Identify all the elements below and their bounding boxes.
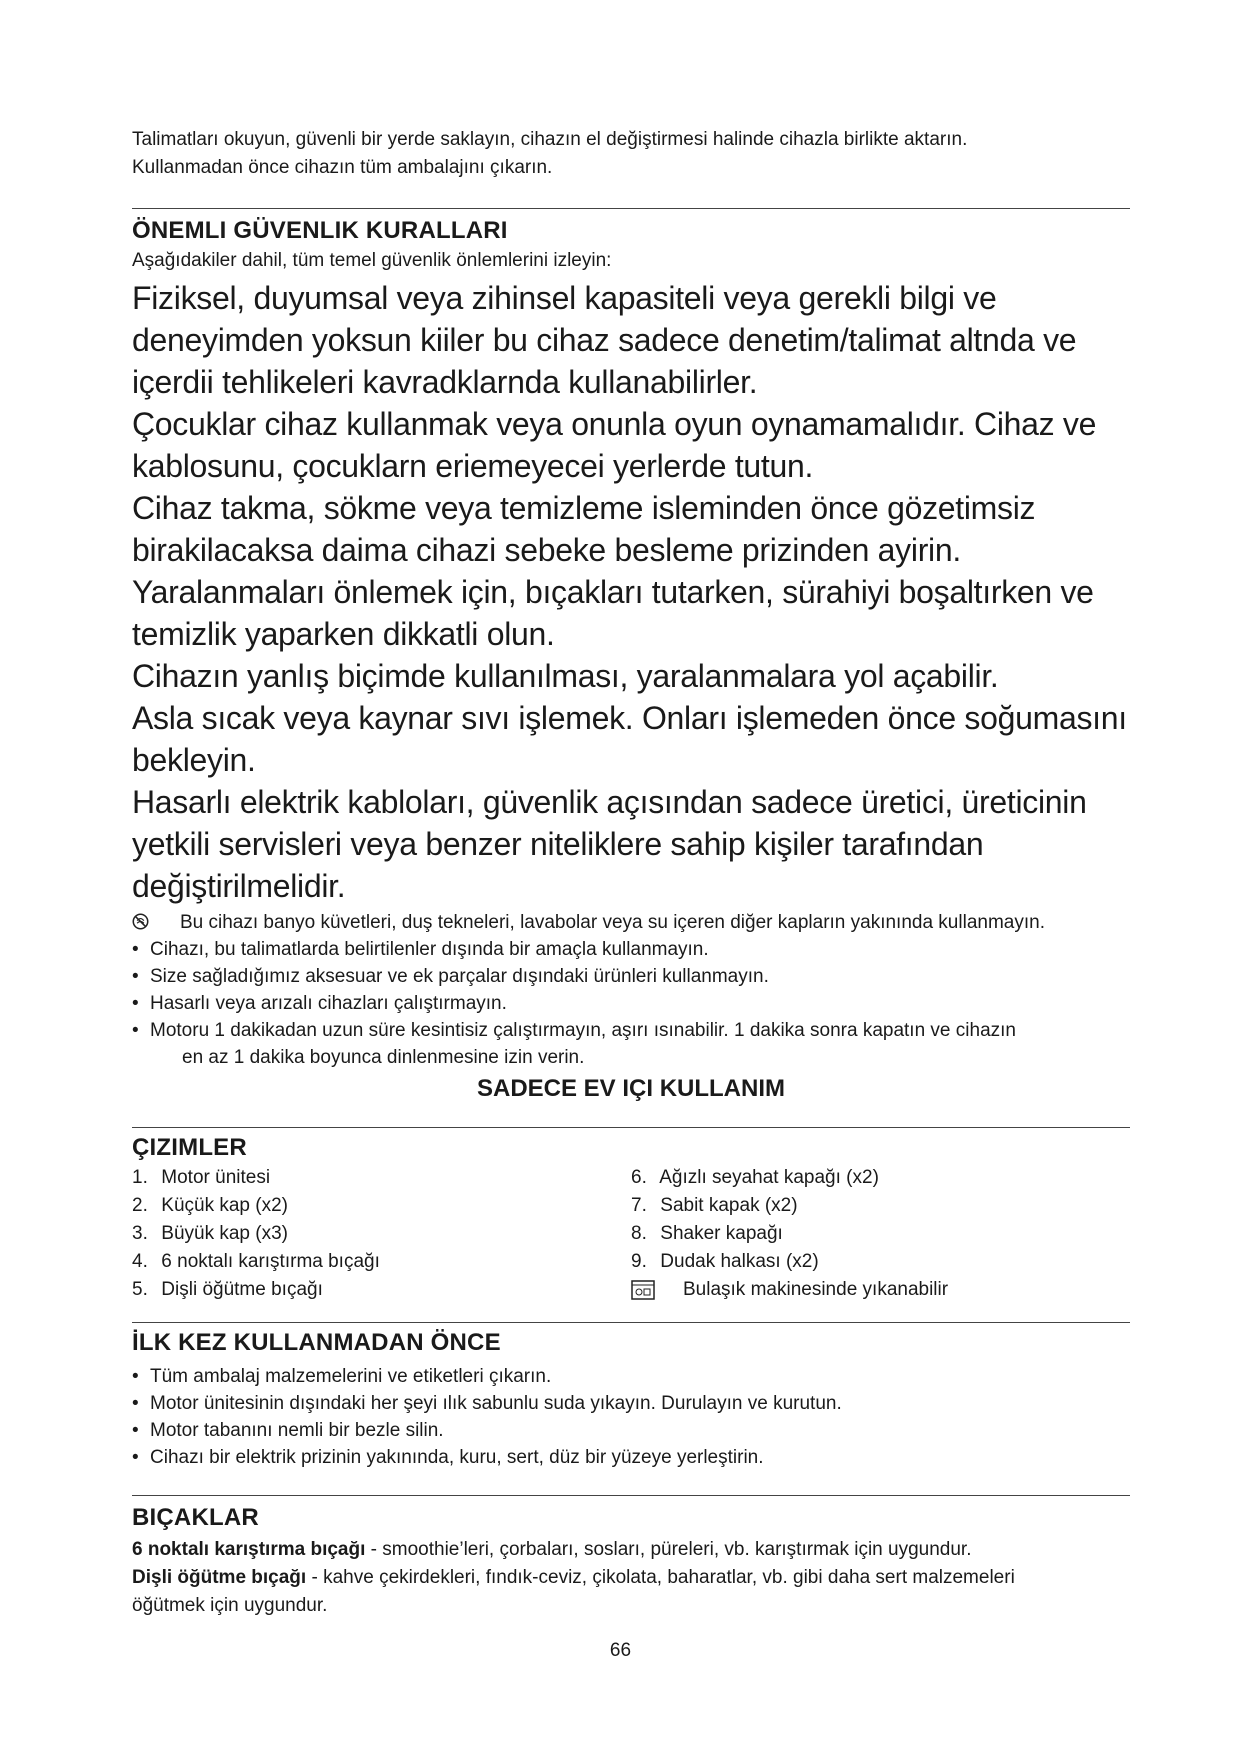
blades-text [132,1536,1130,1620]
bullet-dot: • [132,939,139,960]
large-paragraph: Asla sıcak veya kaynar sıvı işlemek. Onları işlemeden önce soğumasını bekleyin. [132,700,1127,778]
dishwasher-label: Bulaşık makinesinde yıkanabilir [683,1279,949,1300]
large-paragraph: Hasarlı elektrik kabloları, güvenlik açısından sadece üretici, üreticinin yetkili servisleri veya benzer niteliklere sahip kişiler tarafından değiştirilmelidir. [132,784,1087,904]
intro [132,126,1130,182]
list-item: 2. Küçük kap (x2) [132,1195,289,1216]
divider [132,208,1130,209]
list-item: 3. Büyük kap (x3) [132,1223,289,1244]
list-item: 7. Sabit kapak (x2) [631,1195,798,1216]
list-item: 9. Dudak halkası (x2) [631,1251,819,1272]
bullet-dot: • [132,1447,139,1468]
blade-item-2: Dişli öğütme bıçağı - kahve çekirdekleri, fındık-ceviz, çikolata, baharatlar, vb. gibi daha sert malzemeleri [132,1567,1015,1588]
bullet-dot: • [132,1393,139,1414]
large-paragraph: Cihaz takma, sökme veya temizleme isleminden önce gözetimsiz birakilacaksa daima cihazi sebeke besleme prizinden ayirin. [132,490,1036,568]
home-use-title: SADECE EV IÇI KULLANIM [476,1075,785,1102]
dishwasher-icon [631,1280,655,1300]
intro-line-2: Kullanmadan önce cihazın tüm ambalajını çıkarın. [132,157,553,178]
bullet-dot: • [132,1420,139,1441]
intro-line-1: Talimatları okuyun, güvenli bir yerde saklayın, cihazın el değiştirmesi halinde cihazla birlikte aktarın. [132,129,968,150]
list-item: 1. Motor ünitesi [132,1167,271,1188]
large-paragraph: Fiziksel, duyumsal veya zihinsel kapasiteli veya gerekli bilgi ve deneyimden yoksun kiiler bu cihaz sadece denetim/talimat altnda ve içerdii tehlikeleri kavradklarnda kullanabilirler. [132,280,1077,400]
large-paragraph: Yaralanmaları önlemek için, bıçakları tutarken, sürahiyi boşaltırken ve temizlik yaparken dikkatli olun. [132,574,1094,652]
first-use-title: İLK KEZ KULLANMADAN ÖNCE [132,1329,501,1356]
blades-title: BIÇAKLAR [132,1504,259,1531]
large-paragraph: Cihazın yanlış biçimde kullanılması, yaralanmalara yol açabilir. [132,658,999,694]
list-item: • Motoru 1 dakikadan uzun süre kesintisiz çalıştırmayın, aşırı ısınabilir. 1 dakika sonra kapatın ve cihazın en az 1 dakika boyunca dinlenmesine izin verin. [132,1017,1130,1071]
list-item [631,1276,1130,1304]
divider [132,1322,1130,1323]
page-number: 66 [609,1640,632,1661]
safety-title: ÖNEMLI GÜVENLIK KURALLARI [132,217,508,244]
list-item: • Cihazı, bu talimatlarda belirtilenler dışında bir amaçla kullanmayın. [132,936,1130,963]
list-item: 8. Shaker kapağı [631,1223,783,1244]
drawings-left-column [132,1164,631,1304]
no-water-icon [132,913,149,930]
list-item: 6. Ağızlı seyahat kapağı (x2) [631,1167,879,1188]
blade-item-2-cont: öğütmek için uygundur. [132,1595,328,1616]
icon-bullet-text: Bu cihazı banyo küvetleri, duş tekneleri, lavabolar veya su içeren diğer kapların yakınında kullanmayın. [180,912,1045,933]
list-item: • Cihazı bir elektrik prizinin yakınında, kuru, sert, düz bir yüzeye yerleştirin. [132,1444,1130,1471]
safety-large-text [132,277,1130,907]
list-item: • Motor tabanını nemli bir bezle silin. [132,1417,1130,1444]
list-item: • Tüm ambalaj malzemelerini ve etiketleri çıkarın. [132,1363,1130,1390]
bullet-dot: • [132,1020,139,1041]
safety-bullets [132,909,1130,1071]
list-item: • Size sağladığımız aksesuar ve ek parçalar dışındaki ürünleri kullanmayın. [132,963,1130,990]
list-item: 5. Dişli öğütme bıçağı [132,1279,323,1300]
bullet-dot: • [132,966,139,987]
drawings-title: ÇIZIMLER [132,1134,247,1161]
list-item: • Hasarlı veya arızalı cihazları çalıştırmayın. [132,990,1130,1017]
safety-subtitle: Aşağıdakiler dahil, tüm temel güvenlik önlemlerini izleyin: [132,250,612,271]
list-item: 4. 6 noktalı karıştırma bıçağı [132,1251,380,1272]
large-paragraph: Çocuklar cihaz kullanmak veya onunla oyun oynamamalıdır. Cihaz ve kablosunu, çocuklarn eriemeyecei yerlerde tutun. [132,406,1097,484]
divider [132,1127,1130,1128]
blade-item-1: 6 noktalı karıştırma bıçağı - smoothie’leri, çorbaları, sosları, püreleri, vb. karıştırmak için uygundur. [132,1539,972,1560]
drawings-list [132,1164,1130,1304]
bullet-dot: • [132,1366,139,1387]
first-use-bullets [132,1363,1130,1471]
document-page [132,126,1130,1620]
divider [132,1495,1130,1496]
list-item [132,909,1130,936]
drawings-right-column [631,1164,1130,1304]
list-item: • Motor ünitesinin dışındaki her şeyi ılık sabunlu suda yıkayın. Durulayın ve kurutun. [132,1390,1130,1417]
bullet-dot: • [132,993,139,1014]
